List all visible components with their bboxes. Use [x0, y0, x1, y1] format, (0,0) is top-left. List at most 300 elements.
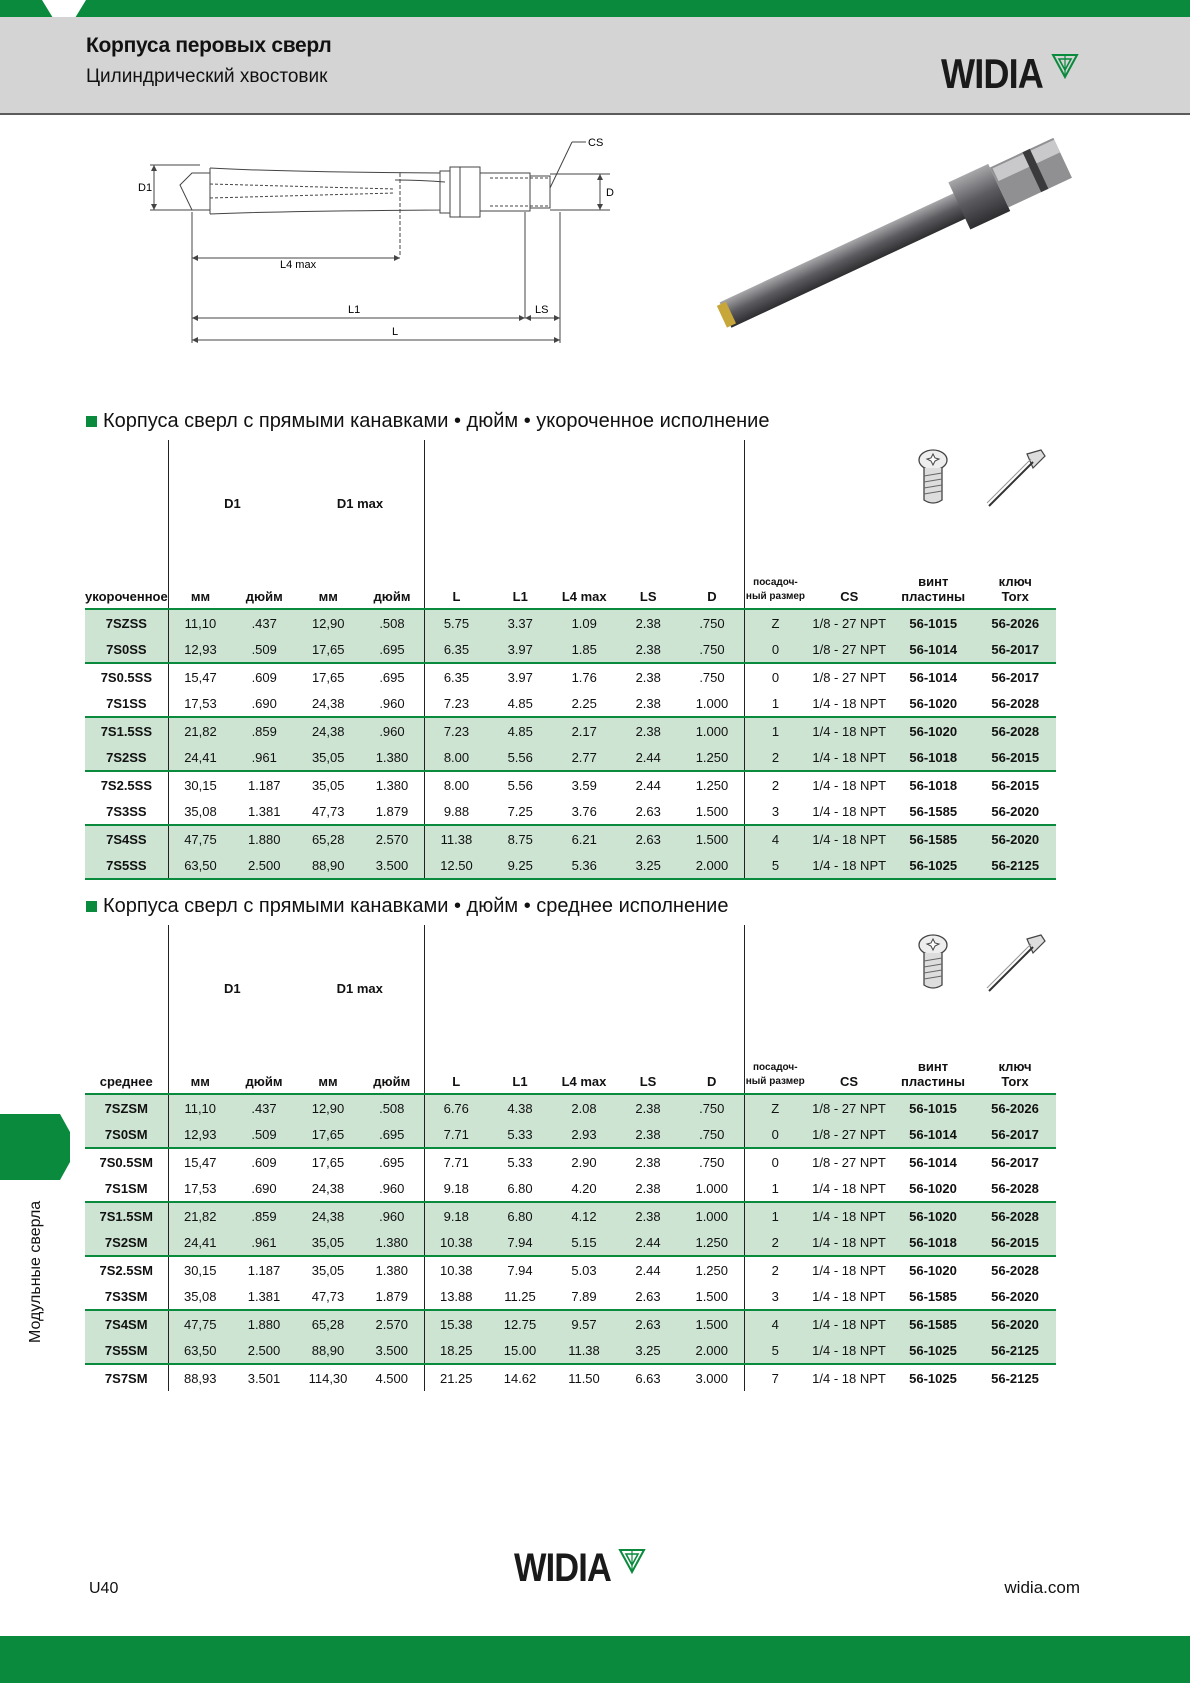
cell-fit: 1	[744, 690, 806, 717]
cell-ls: 2.38	[616, 1202, 680, 1229]
cell-l1: 4.38	[488, 1094, 552, 1121]
torx-key-icon	[983, 448, 1047, 510]
cell-d1max-mm: 47,73	[311, 1288, 345, 1304]
widia-logo-footer	[514, 1548, 649, 1588]
col-group-d1max: D1 max	[336, 981, 383, 996]
col-ls: LS	[616, 1039, 680, 1094]
cell-d: 2.000	[680, 1337, 744, 1364]
table-row	[85, 1229, 1056, 1256]
section-bullet	[86, 901, 97, 912]
page-subtitle: Цилиндрический хвостовик	[86, 66, 328, 87]
cell-d1-mm: 30,15	[168, 1256, 232, 1283]
cell-screw: 56-1014	[892, 663, 974, 690]
cell-fit: 5	[744, 1337, 806, 1364]
cell-code: 7S3SM	[104, 1288, 148, 1304]
cell-key: 56-2017	[974, 663, 1056, 690]
cell-d1-mm: 11,10	[168, 1094, 232, 1121]
cell-d1max-in: .960	[360, 717, 424, 744]
cell-key: 56-2017	[974, 1148, 1056, 1175]
cell-d1max-in: 1.380	[360, 1229, 424, 1256]
col-d: D	[680, 554, 744, 609]
table-row	[85, 852, 1056, 879]
cell-ls: 2.38	[616, 636, 680, 663]
col-d1max-inch: дюйм	[360, 1039, 424, 1094]
cell-screw: 56-1585	[892, 825, 974, 852]
section-bullet	[86, 416, 97, 427]
drill-body-photo	[712, 140, 1082, 310]
footer-url[interactable]: widia.com	[1004, 1578, 1080, 1597]
cell-l: 10.38	[424, 1229, 488, 1256]
cell-key: 56-2017	[974, 1121, 1056, 1148]
cell-cs: 1/8 - 27 NPT	[806, 609, 892, 636]
col-cs: CS	[806, 554, 892, 609]
cell-key: 56-2028	[974, 717, 1056, 744]
cell-l: 7.71	[424, 1121, 488, 1148]
col-corner: среднее	[85, 1039, 168, 1094]
cell-l4max: 9.57	[552, 1310, 616, 1337]
col-l4max: L4 max	[552, 1039, 616, 1094]
cell-cs: 1/4 - 18 NPT	[812, 1180, 886, 1196]
cell-l4max: 4.12	[552, 1202, 616, 1229]
cell-d1-mm: 30,15	[168, 771, 232, 798]
col-d1-mm: мм	[168, 1039, 232, 1094]
col-d1max-inch: дюйм	[360, 554, 424, 609]
drawing-label-l1: L1	[348, 304, 361, 316]
cell-d1max-mm: 65,28	[296, 1310, 360, 1337]
cell-l4max: 5.03	[552, 1256, 616, 1283]
cell-l1: 5.33	[488, 1148, 552, 1175]
cell-d1-in: .437	[232, 1094, 296, 1121]
cell-d1-in: .437	[232, 609, 296, 636]
cell-screw: 56-1015	[892, 1094, 974, 1121]
table-row	[85, 1310, 1056, 1337]
cell-d1max-in: .960	[379, 695, 405, 711]
cell-fit: 2	[744, 744, 806, 771]
cell-d1max-in: 1.879	[375, 1288, 409, 1304]
cell-d1max-mm: 17,65	[296, 636, 360, 663]
cell-d1-mm: 12,93	[168, 1121, 232, 1148]
cell-l: 7.23	[424, 717, 488, 744]
cell-ls: 2.38	[616, 1148, 680, 1175]
cell-l1: 4.85	[488, 717, 552, 744]
cell-d1-mm: 21,82	[168, 717, 232, 744]
cell-l: 8.00	[424, 771, 488, 798]
cell-d1-in: .690	[251, 695, 277, 711]
cell-d: 1.250	[680, 771, 744, 798]
section-title-short	[86, 410, 769, 433]
cell-ls: 2.44	[616, 744, 680, 771]
cell-d1-in: 3.501	[232, 1364, 296, 1391]
cell-l1: 5.33	[488, 1121, 552, 1148]
cell-d1-in: 1.880	[232, 825, 296, 852]
cell-l1: 3.37	[488, 609, 552, 636]
cell-l: 6.35	[424, 636, 488, 663]
cell-screw: 56-1025	[892, 1364, 974, 1391]
cell-screw: 56-1018	[892, 1229, 974, 1256]
cell-code: 7S0.5SS	[85, 663, 168, 690]
cell-screw: 56-1025	[892, 852, 974, 879]
cell-d1max-mm: 65,28	[296, 825, 360, 852]
cell-d1-in: 2.500	[232, 1337, 296, 1364]
cell-cs: 1/4 - 18 NPT	[806, 852, 892, 879]
cell-l: 11.38	[424, 825, 488, 852]
cell-d: .750	[680, 636, 744, 663]
cell-ls: 2.44	[616, 1229, 680, 1256]
cell-fit: 7	[744, 1364, 806, 1391]
cell-d1-mm: 63,50	[168, 852, 232, 879]
cell-cs: 1/4 - 18 NPT	[806, 1364, 892, 1391]
cell-l1: 9.25	[488, 852, 552, 879]
col-group-d1max: D1 max	[336, 496, 384, 511]
cell-d1-in: .859	[232, 1202, 296, 1229]
insert-screw-icon	[916, 448, 950, 506]
cell-d1-in: .961	[232, 1229, 296, 1256]
cell-screw: 56-1018	[892, 744, 974, 771]
table-row	[85, 1202, 1056, 1229]
cell-l4max: 2.77	[552, 744, 616, 771]
cell-d1-mm: 88,93	[168, 1364, 232, 1391]
cell-l4max: 1.76	[552, 663, 616, 690]
cell-l1: 3.97	[488, 663, 552, 690]
cell-cs: 1/4 - 18 NPT	[806, 1202, 892, 1229]
cell-l4max: 2.08	[552, 1094, 616, 1121]
sidebar-label: Модульные сверла	[27, 1200, 44, 1343]
insert-screw-icon	[916, 933, 950, 991]
cell-d1-in: .859	[232, 717, 296, 744]
cell-ls: 2.38	[616, 1094, 680, 1121]
cell-code: 7S7SM	[85, 1364, 168, 1391]
cell-cs: 1/8 - 27 NPT	[806, 663, 892, 690]
cell-screw: 56-1585	[909, 803, 958, 819]
cell-d1max-in: .960	[379, 1180, 405, 1196]
table-row	[85, 825, 1056, 852]
widia-triangle-icon	[619, 1548, 649, 1574]
bottom-green-bar	[0, 1636, 1190, 1683]
cell-l: 7.71	[424, 1148, 488, 1175]
cell-d1max-mm: 47,73	[311, 803, 345, 819]
cell-d1-mm: 47,75	[168, 825, 232, 852]
cell-fit: 2	[744, 1256, 806, 1283]
cell-d: 1.000	[695, 1180, 729, 1196]
cell-l1: 12.75	[488, 1310, 552, 1337]
cell-code: 7S0SS	[85, 636, 168, 663]
cell-key: 56-2020	[974, 825, 1056, 852]
cell-d: 1.500	[680, 825, 744, 852]
col-insert-screw: винт пластины	[892, 554, 974, 609]
col-d1max-mm: мм	[296, 1039, 360, 1094]
cell-d1-mm: 24,41	[168, 1229, 232, 1256]
cell-fit: 0	[744, 1121, 806, 1148]
cell-screw: 56-1020	[909, 695, 958, 711]
cell-fit: 1	[744, 1202, 806, 1229]
drawing-label-ls: LS	[535, 304, 549, 316]
cell-d1-in: 1.187	[232, 1256, 296, 1283]
cell-cs: 1/8 - 27 NPT	[806, 1121, 892, 1148]
cell-code: 7S2SS	[85, 744, 168, 771]
table-row	[85, 1148, 1056, 1175]
cell-l1: 5.56	[488, 744, 552, 771]
cell-cs: 1/4 - 18 NPT	[806, 1337, 892, 1364]
cell-ls: 2.63	[616, 825, 680, 852]
col-l: L	[424, 554, 488, 609]
cell-d1max-mm: 35,05	[296, 1256, 360, 1283]
cell-d1max-mm: 24,38	[311, 1180, 345, 1196]
col-d1max-mm: мм	[296, 554, 360, 609]
cell-code: 7S5SS	[85, 852, 168, 879]
cell-code: 7SZSM	[85, 1094, 168, 1121]
col-corner: укороченное	[85, 554, 168, 609]
cell-d1-in: 2.500	[232, 852, 296, 879]
cell-key: 56-2125	[974, 1364, 1056, 1391]
technical-drawing	[140, 138, 660, 348]
cell-d1-mm: 12,93	[168, 636, 232, 663]
cell-fit: 5	[744, 852, 806, 879]
col-l: L	[424, 1039, 488, 1094]
col-insert-screw: винт пластины	[892, 1039, 974, 1094]
table-row	[85, 1256, 1056, 1283]
cell-code: 7S1.5SS	[85, 717, 168, 744]
cell-d1max-in: .695	[360, 636, 424, 663]
cell-key: 56-2015	[974, 1229, 1056, 1256]
cell-d1-mm: 63,50	[168, 1337, 232, 1364]
cell-d1max-mm: 88,90	[296, 852, 360, 879]
table-row	[85, 1364, 1056, 1391]
cell-key: 56-2125	[974, 852, 1056, 879]
cell-l4max: 1.09	[552, 609, 616, 636]
cell-l1: 8.75	[488, 825, 552, 852]
cell-d1max-mm: 24,38	[311, 695, 345, 711]
cell-key: 56-2020	[974, 1310, 1056, 1337]
cell-code: 7S2SM	[85, 1229, 168, 1256]
cell-d1-in: 1.381	[247, 1288, 281, 1304]
cell-key: 56-2015	[974, 744, 1056, 771]
cell-d1max-in: 2.570	[360, 825, 424, 852]
cell-ls: 2.63	[635, 803, 661, 819]
cell-fit: Z	[744, 1094, 806, 1121]
cell-d: .750	[680, 1121, 744, 1148]
cell-d1max-in: 1.380	[360, 1256, 424, 1283]
cell-key: 56-2020	[991, 803, 1040, 819]
cell-ls: 2.63	[635, 1288, 661, 1304]
cell-cs: 1/8 - 27 NPT	[806, 1148, 892, 1175]
cell-code: 7S3SS	[106, 803, 147, 819]
cell-d: 2.000	[680, 852, 744, 879]
cell-screw: 56-1020	[892, 1202, 974, 1229]
cell-l1: 5.56	[488, 771, 552, 798]
sidebar-tab	[0, 1114, 70, 1180]
cell-l1: 4.85	[507, 695, 533, 711]
cell-key: 56-2026	[974, 1094, 1056, 1121]
cell-d1-mm: 24,41	[168, 744, 232, 771]
cell-d1max-mm: 35,05	[296, 1229, 360, 1256]
cell-fit: 0	[744, 663, 806, 690]
cell-l: 12.50	[424, 852, 488, 879]
cell-screw: 56-1025	[892, 1337, 974, 1364]
cell-screw: 56-1014	[892, 1121, 974, 1148]
cell-fit: 0	[744, 636, 806, 663]
cell-l4max: 2.90	[552, 1148, 616, 1175]
cell-cs: 1/4 - 18 NPT	[806, 825, 892, 852]
cell-ls: 2.38	[616, 663, 680, 690]
cell-code: 7S2.5SM	[85, 1256, 168, 1283]
cell-d1max-in: 1.380	[360, 771, 424, 798]
cell-d1-in: .509	[232, 636, 296, 663]
cell-l4max: 6.21	[552, 825, 616, 852]
cell-screw: 56-1585	[892, 1310, 974, 1337]
cell-d1max-mm: 12,90	[296, 609, 360, 636]
cell-key: 56-2028	[991, 1180, 1039, 1196]
cell-d: 1.500	[695, 803, 729, 819]
cell-l1: 3.97	[488, 636, 552, 663]
cell-d1max-mm: 17,65	[296, 1121, 360, 1148]
cell-screw: 56-1020	[892, 717, 974, 744]
cell-ls: 2.38	[635, 1180, 661, 1196]
cell-code: 7S0SM	[85, 1121, 168, 1148]
cell-d1max-in: 3.500	[360, 852, 424, 879]
cell-l: 6.76	[424, 1094, 488, 1121]
table-row	[85, 663, 1056, 690]
cell-l1: 7.94	[488, 1256, 552, 1283]
table-row	[85, 798, 1056, 825]
cell-l4max: 2.93	[552, 1121, 616, 1148]
cell-code: 7S4SS	[85, 825, 168, 852]
cell-ls: 2.38	[616, 717, 680, 744]
cell-d1-mm: 47,75	[168, 1310, 232, 1337]
cell-d: 3.000	[680, 1364, 744, 1391]
cell-fit: 1	[744, 717, 806, 744]
cell-fit: 1	[744, 1175, 806, 1202]
top-green-bar	[0, 0, 1190, 17]
cell-ls: 2.44	[616, 1256, 680, 1283]
cell-ls: 2.63	[616, 1310, 680, 1337]
cell-d1max-mm: 12,90	[296, 1094, 360, 1121]
cell-cs: 1/4 - 18 NPT	[806, 717, 892, 744]
col-fit-size: посадоч- ный размер	[744, 554, 806, 609]
cell-d: 1.500	[695, 1288, 729, 1304]
cell-d1max-mm: 35,05	[296, 744, 360, 771]
cell-l: 9.18	[424, 1175, 488, 1202]
cell-l4max: 5.36	[552, 852, 616, 879]
cell-d1max-in: .508	[360, 1094, 424, 1121]
cell-d1-mm: 35,08	[168, 1283, 232, 1310]
col-d1-inch: дюйм	[232, 1039, 296, 1094]
cell-ls: 2.38	[616, 1121, 680, 1148]
cell-l1: 6.80	[488, 1202, 552, 1229]
table-row	[85, 609, 1056, 636]
table-row	[85, 771, 1056, 798]
cell-l1: 14.62	[488, 1364, 552, 1391]
cell-d1max-mm: 24,38	[296, 717, 360, 744]
cell-d1max-mm: 88,90	[296, 1337, 360, 1364]
col-l1: L1	[488, 1039, 552, 1094]
cell-d1max-in: .960	[360, 1202, 424, 1229]
table-row	[85, 690, 1056, 717]
col-key: ключ Torx	[974, 554, 1056, 609]
cell-code: 7SZSS	[85, 609, 168, 636]
col-fit-size: посадоч- ный размер	[744, 1039, 806, 1094]
cell-fit: 2	[744, 771, 806, 798]
cell-l: 9.88	[424, 798, 488, 825]
cell-l4max: 5.15	[552, 1229, 616, 1256]
cell-code: 7S4SM	[85, 1310, 168, 1337]
cell-d1max-in: .508	[360, 609, 424, 636]
cell-d1-mm: 21,82	[168, 1202, 232, 1229]
cell-d1-mm: 15,47	[168, 663, 232, 690]
cell-d1-mm: 35,08	[168, 798, 232, 825]
cell-d1-in: 1.187	[232, 771, 296, 798]
cell-d: 1.250	[680, 744, 744, 771]
col-d1-mm: мм	[168, 554, 232, 609]
section-title-medium	[86, 895, 728, 918]
cell-d: .750	[680, 663, 744, 690]
cell-code: 7S1.5SM	[85, 1202, 168, 1229]
cell-d: 1.500	[680, 1310, 744, 1337]
cell-d1max-in: 1.879	[375, 803, 409, 819]
cell-l: 18.25	[424, 1337, 488, 1364]
cell-d: 1.250	[680, 1229, 744, 1256]
cell-screw: 56-1014	[892, 636, 974, 663]
cell-key: 56-2015	[974, 771, 1056, 798]
cell-l4max: 4.20	[571, 1180, 597, 1196]
table-row	[85, 1121, 1056, 1148]
drawing-label-d: D	[606, 187, 614, 199]
widia-logo-header	[941, 50, 1082, 97]
cell-d1max-in: .695	[360, 1121, 424, 1148]
col-d1-inch: дюйм	[232, 554, 296, 609]
cell-fit: 0	[744, 1148, 806, 1175]
drawing-label-cs: CS	[588, 137, 604, 149]
col-key: ключ Torx	[974, 1039, 1056, 1094]
cell-code: 7S1SS	[106, 695, 147, 711]
cell-d1-in: .609	[232, 1148, 296, 1175]
cell-ls: 3.25	[616, 1337, 680, 1364]
cell-d1-in: .609	[232, 663, 296, 690]
page-header	[0, 17, 1190, 115]
cell-l4max: 7.89	[571, 1288, 597, 1304]
cell-d1-mm: 17,53	[168, 1175, 232, 1202]
cell-l: 6.35	[424, 663, 488, 690]
cell-d1-in: .690	[251, 1180, 277, 1196]
cell-cs: 1/4 - 18 NPT	[812, 1288, 886, 1304]
col-l4max: L4 max	[552, 554, 616, 609]
cell-ls: 2.38	[616, 609, 680, 636]
cell-d1-in: 1.381	[247, 803, 281, 819]
cell-d1max-in: .695	[360, 663, 424, 690]
cell-key: 56-2028	[974, 1202, 1056, 1229]
table-row	[85, 744, 1056, 771]
cell-fit: 4	[744, 825, 806, 852]
cell-key: 56-2020	[991, 1288, 1039, 1304]
cell-l: 10.38	[424, 1256, 488, 1283]
page-code: U40	[89, 1580, 119, 1597]
cell-l1: 15.00	[488, 1337, 552, 1364]
cell-code: 7S1SM	[104, 1180, 148, 1196]
cell-ls: 2.38	[635, 695, 661, 711]
cell-screw: 56-1585	[909, 1288, 957, 1304]
cell-key: 56-2125	[974, 1337, 1056, 1364]
cell-l: 7.23	[424, 690, 488, 717]
section-title-short-text: Корпуса сверл с прямыми канавками • дюйм • укороченное исполнение	[103, 410, 770, 432]
cell-d1-in: 1.880	[232, 1310, 296, 1337]
table-row	[85, 1283, 1056, 1310]
cell-cs: 1/4 - 18 NPT	[806, 771, 892, 798]
widia-triangle-icon	[1052, 53, 1082, 79]
cell-ls: 2.44	[616, 771, 680, 798]
spec-table-medium	[85, 925, 1056, 1391]
cell-d: .750	[680, 1094, 744, 1121]
cell-l1: 7.25	[507, 803, 533, 819]
cell-l: 8.00	[424, 744, 488, 771]
